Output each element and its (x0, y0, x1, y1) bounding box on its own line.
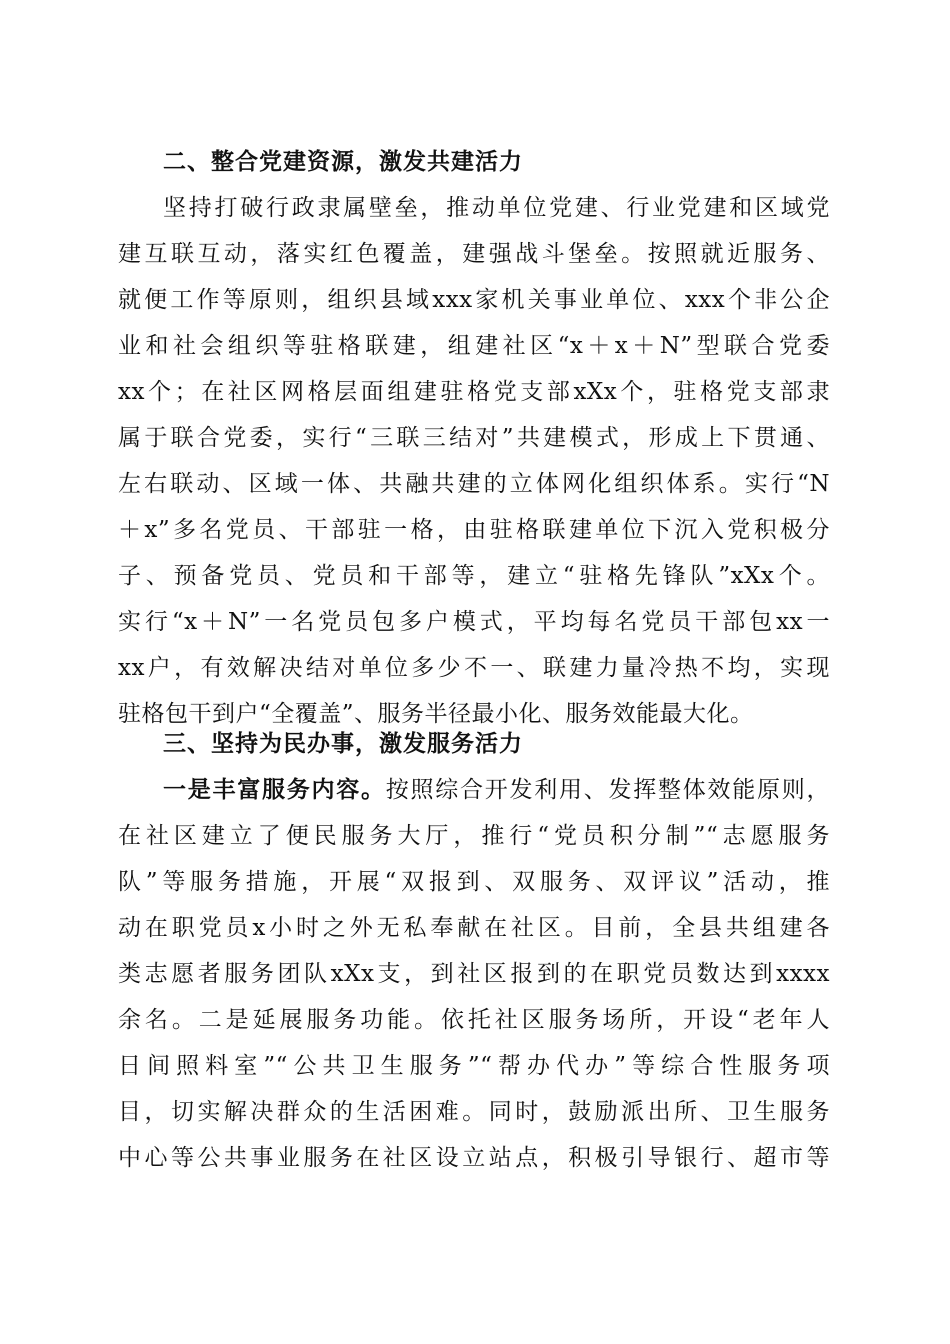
paragraph-line: 队”等服务措施，开展“双报到、双服务、双评议”活动，推 (118, 869, 830, 895)
paragraph-line: 日间照料室”“公共卫生服务”“帮办代办”等综合性服务项 (118, 1053, 830, 1079)
paragraph-line: 建互联互动，落实红色覆盖，建强战斗堡垒。按照就近服务、 (118, 241, 830, 267)
paragraph-line: 坚持打破行政隶属壁垒，推动单位党建、行业党建和区域党 (163, 195, 830, 221)
paragraph-line: 余名。二是延展服务功能。依托社区服务场所，开设“老年人 (118, 1007, 830, 1033)
paragraph-line: 子、预备党员、党员和干部等，建立“驻格先锋队”xXx个。 (118, 563, 830, 589)
paragraph-line: 驻格包干到户“全覆盖”、服务半径最小化、服务效能最大化。 (118, 701, 754, 727)
paragraph-first-line (163, 768, 830, 812)
paragraph-line: 目，切实解决群众的生活困难。同时，鼓励派出所、卫生服务 (118, 1099, 830, 1125)
paragraph-line: 就便工作等原则，组织县域xxx家机关事业单位、xxx个非公企 (118, 287, 830, 313)
paragraph-line: 在社区建立了便民服务大厅，推行“党员积分制”“志愿服务 (118, 823, 830, 849)
paragraph-line: 类志愿者服务团队xXx支，到社区报到的在职党员数达到xxxx (118, 961, 830, 987)
section-2-heading: 二、整合党建资源，激发共建活力 (163, 149, 523, 175)
paragraph-line: 动在职党员x小时之外无私奉献在社区。目前，全县共组建各 (118, 915, 830, 941)
paragraph-line: 中心等公共事业服务在社区设立站点，积极引导银行、超市等 (118, 1145, 830, 1171)
paragraph-line: 左右联动、区域一体、共融共建的立体网化组织体系。实行“N (118, 471, 830, 497)
bold-lead-phrase: 一是丰富服务内容。 (163, 776, 386, 803)
lead-continuation: 按照综合开发利用、发挥整体效能原则， (385, 777, 830, 803)
paragraph-line: xx个；在社区网格层面组建驻格党支部xXx个，驻格党支部隶 (118, 379, 830, 405)
paragraph-line: 业和社会组织等驻格联建，组建社区“x＋x＋N”型联合党委 (118, 333, 830, 359)
paragraph-line: ＋x”多名党员、干部驻一格，由驻格联建单位下沉入党积极分 (118, 517, 830, 543)
section-3-heading: 三、坚持为民办事，激发服务活力 (163, 731, 523, 757)
paragraph-line: 实行“x＋N”一名党员包多户模式，平均每名党员干部包xx一 (118, 609, 830, 635)
paragraph-line: 属于联合党委，实行“三联三结对”共建模式，形成上下贯通、 (118, 425, 830, 451)
paragraph-line: xx户，有效解决结对单位多少不一、联建力量冷热不均，实现 (118, 655, 830, 681)
